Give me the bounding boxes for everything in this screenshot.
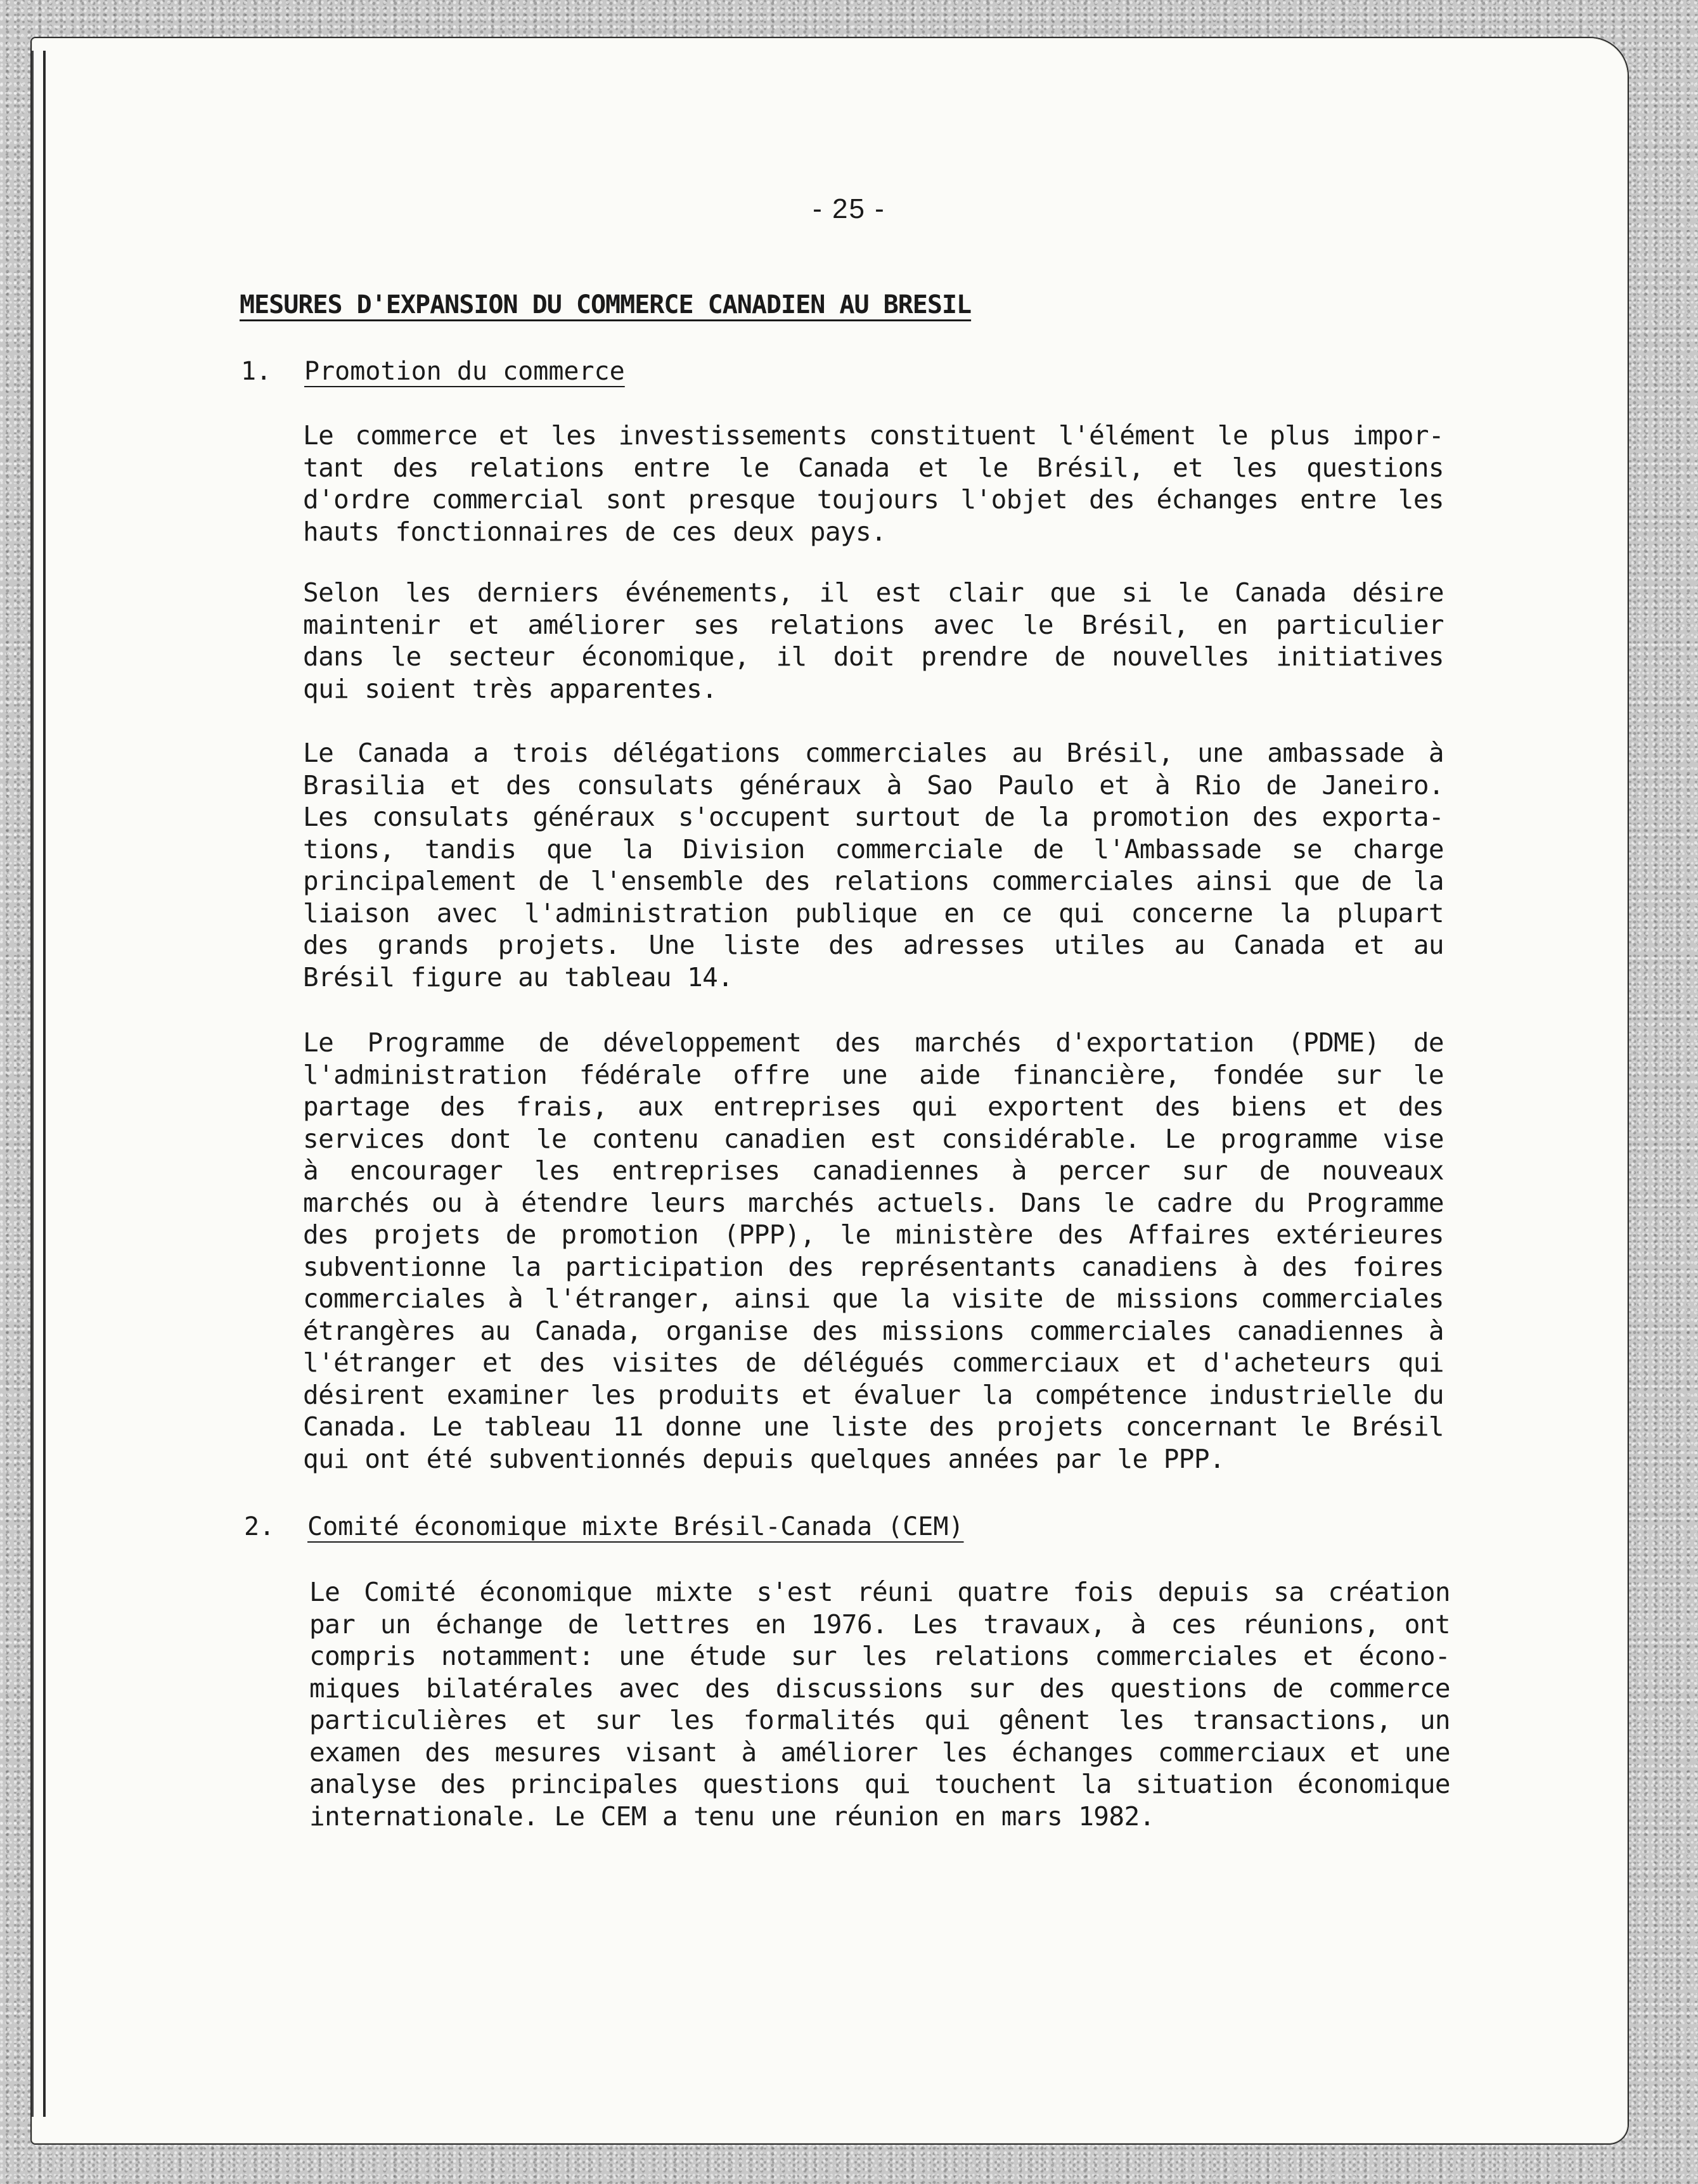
text-line: Selon les derniers événements, il est clair que si le Canada désire [303, 577, 1444, 608]
paragraph [303, 420, 1444, 548]
text-line: à encourager les entreprises canadiennes à percer sur de nouveaux [303, 1155, 1444, 1186]
text-line: Canada. Le tableau 11 donne une liste des projets concernant le Brésil [303, 1411, 1444, 1442]
section-number: 1. [241, 357, 272, 386]
text-line: marchés ou à étendre leurs marchés actuels. Dans le cadre du Programme [303, 1187, 1444, 1218]
text-line: d'ordre commercial sont presque toujours l'objet des échanges entre les [303, 484, 1444, 515]
text-line: qui ont été subventionnés depuis quelques années par le PPP. [303, 1443, 1225, 1474]
text-line: hauts fonctionnaires de ces deux pays. [303, 516, 887, 547]
section-number: 2. [244, 1512, 275, 1541]
text-line: miques bilatérales avec des discussions sur des questions de commerce [309, 1673, 1450, 1704]
binding-edge [32, 51, 34, 2117]
text-line: commerciales à l'étranger, ainsi que la visite de missions commerciales [303, 1283, 1444, 1314]
text-line: désirent examiner les produits et évaluer la compétence industrielle du [303, 1379, 1444, 1410]
paragraph [303, 737, 1444, 993]
page-number: - 25 - [813, 193, 885, 224]
text-line: Brésil figure au tableau 14. [303, 961, 733, 992]
section-title: Promotion du commerce [304, 357, 625, 386]
document-title: MESURES D'EXPANSION DU COMMERCE CANADIEN AU BRESIL [240, 290, 972, 319]
text-line: dans le secteur économique, il doit prendre de nouvelles initiatives [303, 641, 1444, 672]
text-line: partage des frais, aux entreprises qui exportent des biens et des [303, 1091, 1444, 1122]
text-line: Le Canada a trois délégations commerciales au Brésil, une ambassade à [303, 738, 1444, 768]
text-line: l'administration fédérale offre une aide financière, fondée sur le [303, 1059, 1444, 1090]
text-line: des projets de promotion (PPP), le ministère des Affaires extérieures [303, 1219, 1444, 1250]
text-line: par un échange de lettres en 1976. Les travaux, à ces réunions, ont [309, 1609, 1450, 1640]
paragraph [309, 1576, 1450, 1832]
text-line: Le commerce et les investissements constituent l'élément le plus impor- [303, 420, 1444, 451]
text-line: examen des mesures visant à améliorer les échanges commerciaux et une [309, 1737, 1450, 1768]
text-line: principalement de l'ensemble des relations commerciales ainsi que de la [303, 866, 1444, 896]
section-title: Comité économique mixte Brésil-Canada (CEM) [307, 1512, 964, 1541]
text-line: étrangères au Canada, organise des missions commerciales canadiennes à [303, 1315, 1444, 1346]
paragraph [303, 577, 1444, 705]
text-line: Le Comité économique mixte s'est réuni quatre fois depuis sa création [309, 1577, 1450, 1607]
text-line: services dont le contenu canadien est considérable. Le programme vise [303, 1123, 1444, 1154]
text-line: des grands projets. Une liste des adresses utiles au Canada et au [303, 930, 1444, 960]
text-line: l'étranger et des visites de délégués commerciaux et d'acheteurs qui [303, 1347, 1444, 1378]
text-line: particulières et sur les formalités qui gênent les transactions, un [309, 1705, 1450, 1735]
text-line: tant des relations entre le Canada et le Brésil, et les questions [303, 452, 1444, 483]
text-line: Le Programme de développement des marchés d'exportation (PDME) de [303, 1027, 1444, 1058]
text-line: Les consulats généraux s'occupent surtout de la promotion des exporta- [303, 802, 1444, 832]
text-line: analyse des principales questions qui touchent la situation économique [309, 1769, 1450, 1799]
text-line: subventionne la participation des représentants canadiens à des foires [303, 1251, 1444, 1282]
text-line: maintenir et améliorer ses relations avec le Brésil, en particulier [303, 609, 1444, 640]
text-line: liaison avec l'administration publique en ce qui concerne la plupart [303, 897, 1444, 928]
binding-edge-inner [43, 51, 46, 2117]
text-line: tions, tandis que la Division commerciale de l'Ambassade se charge [303, 833, 1444, 864]
text-line: Brasilia et des consulats généraux à Sao Paulo et à Rio de Janeiro. [303, 769, 1444, 800]
text-line: compris notamment: une étude sur les relations commerciales et écono- [309, 1641, 1450, 1671]
text-line: internationale. Le CEM a tenu une réunion en mars 1982. [309, 1801, 1155, 1832]
text-line: qui soient très apparentes. [303, 673, 717, 704]
paragraph [303, 1027, 1444, 1475]
